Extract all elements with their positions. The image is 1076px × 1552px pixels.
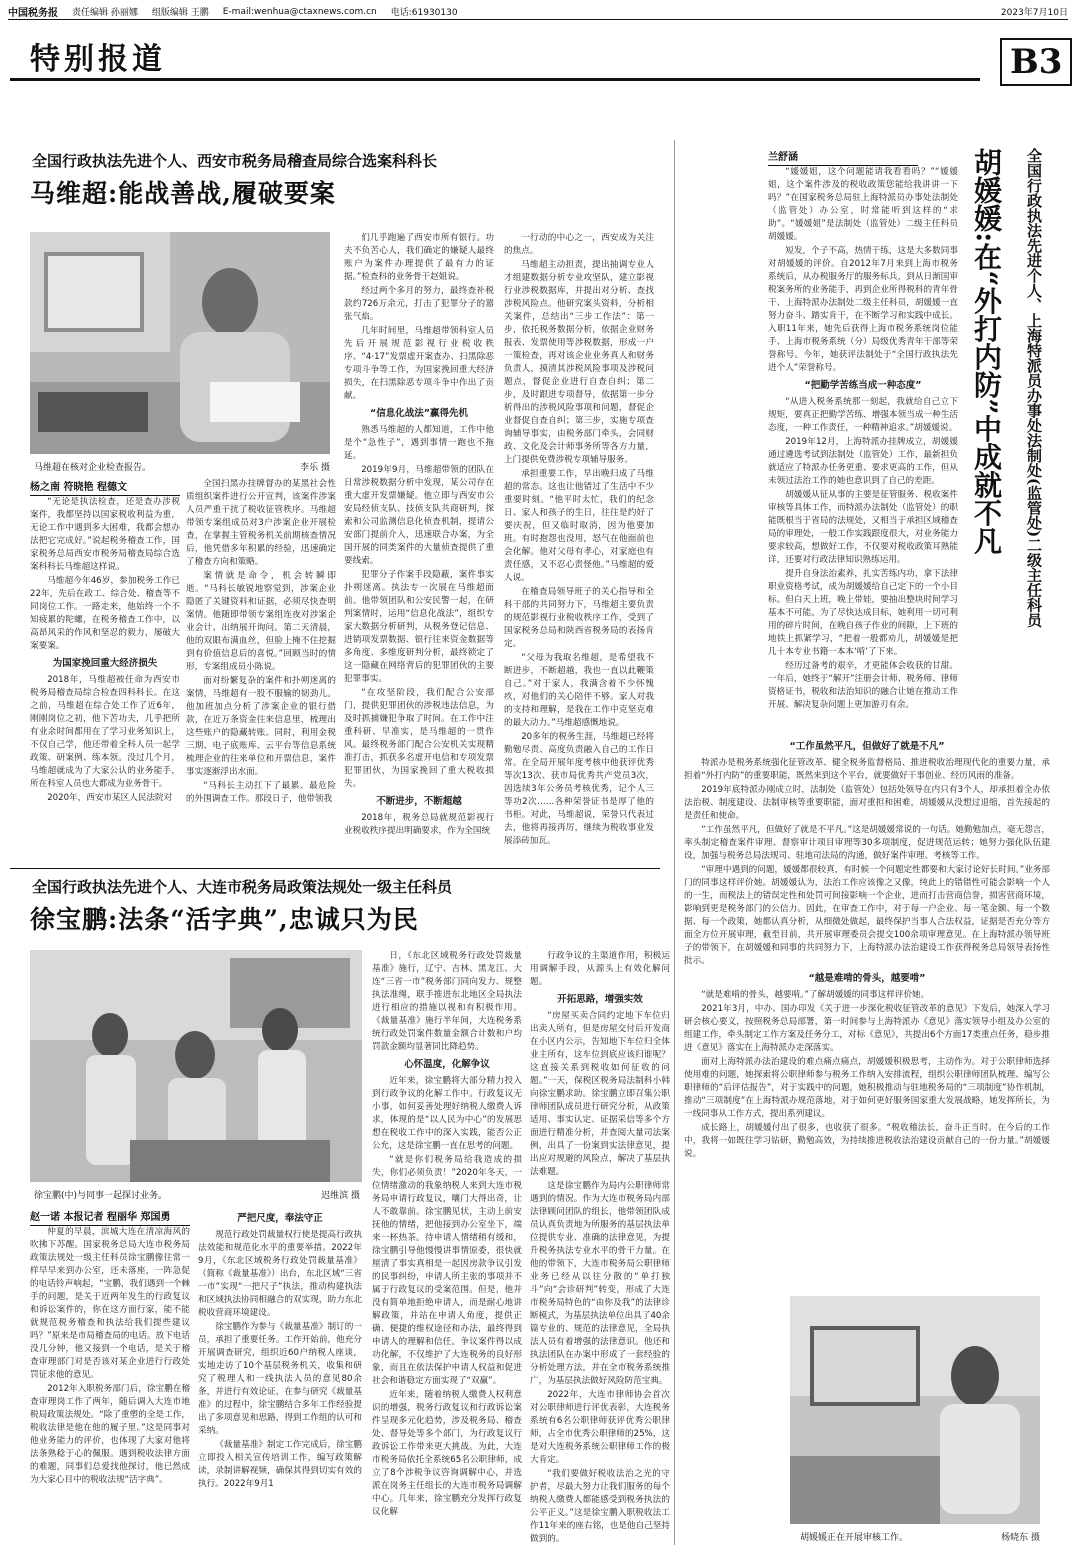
paragraph: 2018年，税务总局就规范影视行业税收秩序提出明确要求，作为全国统 (344, 813, 494, 836)
paragraph: “父母为我取名维超，是希望我不断进步，不断超越，我也一直以此鞭策自己。”对于家人，我满含着不少怀愧疚，对他们的关心陪伴不够。家人对我的支持和理解，是我在工作中克坚克难的最大动力。”马维超感慨地说。 (504, 653, 654, 728)
paragraph: 日，《东北区域税务行政处罚裁量基准》施行，辽宁、吉林、黑龙江、大连“三省一市”税务部门同向发力、规整执法准绳，联手推进东北地区全局执法进行相应的措施以视和有积极作用。《裁量基准》施行半年间，大连税务系统行政处罚案件数量金额合计数和户均罚款金额均显著同比降趋势。 (372, 951, 522, 1052)
paragraph: 一行动的中心之一，西安成为关注的焦点。 (504, 233, 654, 256)
subhead: “信息化战法”赢得先机 (370, 408, 468, 419)
paragraph: 2019年底特派办刚成立时，法制处（监管处）包括处领导在内只有3个人，却承担着全办依法治税、制度建设、法制审核等重要职能，面对重担和困难，胡媛媛从没想过退缩，首先接起的是责任和使命。 (684, 785, 1050, 821)
subhead: 不断进步，不断超越 (376, 796, 462, 807)
story1-caption: 马维超在核对企业检查报告。 (34, 463, 152, 473)
paragraph: 2020年，西安市某区人民法院对 (47, 793, 173, 803)
paragraph: “就是难啃的骨头，越要啃。”了解胡媛媛的同事这样评价她。 (701, 990, 930, 1000)
paragraph: 成长路上，胡媛媛付出了很多，也收获了很多。“税收稽法长，奋斗正当时。在今后的工作中，我将一如既往学习钻研，勤勉高效，为持续推进税收法治建设贡献自己的一份力量。”胡媛媛说。 (684, 1123, 1050, 1159)
story1-kicker: 全国行政执法先进个人、西安市税务局稽查局综合选案科科长 (32, 152, 438, 170)
subhead: 严把尺度，奉法守正 (237, 1213, 323, 1224)
paragraph: 2019年12月，上海特派办挂牌成立，胡媛媛通过遴选考试到法制处（监管处）工作，最新担负就适应了特派办任务更重、要求更高的工作，但从未领过法治工作的她也意识到了自己的差距。 (768, 437, 958, 486)
phone-text: 电话:61930130 (390, 8, 458, 18)
paragraph: “在攻坚阶段，我们配合公安部门，提供犯罪团伙的涉税违法信息，为及时抓捕嫌犯争取了时间。在工作中注重科研、早准实，是马维超的一贯作风。最终税务部门配合公安机关实现精准打击，抓获多名虚开电信和专项发票犯罪团伙，为国家挽回了重大税收损失。 (344, 688, 494, 789)
paragraph: “媛媛姐，这个问题能请我看看吗？”“媛媛姐，这个案件涉及的税收政策您能给我讲讲一下吗？”在国家税务总局驻上海特派员办事处法制处（监管处）办公室，时常能听到这样的“求助”。“媛媛姐”是法制处（监管处）二级主任科员胡媛媛。 (768, 167, 958, 242)
story3-col2 (684, 736, 1050, 1284)
paragraph: 2022年，大连市律师协会首次对公职律师进行评优表彰，大连税务系统有6名公职律师获评优秀公职律师，占全市优秀公职律师的25%，这是对大连税务系统公职律师工作的极大肯定。 (530, 1390, 670, 1465)
paragraph: “我们要做好税收法治之光的守护者，尽最大努力让我们服务的每个纳税人缴费人都能感受到税务执法的公平正义。”这是徐宝鹏入职税收法工作11年来的座右铭，也是他自己坚持做到的。 (530, 1469, 670, 1544)
subhead: “工作虽然平凡，但做好了就是不凡” (789, 741, 945, 752)
story3-headline: 胡媛媛:在“外打内防”中成就不凡 (970, 148, 1003, 555)
paragraph: 们几乎跑遍了西安市所有银行。功夫不负苦心人，我们确定的嫌疑人最终账户为案件办理提供了最有力的证据。”检查科的业务骨干赵姐说。 (344, 233, 494, 282)
story2-caption: 徐宝鹏(中)与同事一起探讨业务。 (34, 1191, 168, 1201)
paragraph: 这是徐宝鹏作为局内公职律师常遇到的情况。作为大连市税务局内部法律顾问团队的组长，他带领团队成员认真负责地为所服务的基层执法单位提供专业、准确的法律意见，为提升税务执法专业水平的骨干力量。在他的带领下，大连市税务局公职律师业务已经从以往分散的“单打独斗”向“会诊研判”转变，形成了大连市税务局特色的“由你及我”的法律诊断模式，为基层执法单位出具了40余篇专业的、规范的法律意见，全局执法人员有着增强的法律意识。他还和执法团队在办案中形成了一套经验的分析处理方法，并在全市税务系统推广，为基层执法做好风险防范宝典。 (530, 1181, 670, 1386)
paragraph: 胡媛媛从征从事的主要是征管服务、税收案件审核等具体工作，而特派办法制处（监管处）的职能既根当于省局的法规处，又相当于承担区域稽查局的审理处，一般工作实践跟度很大，对业务能力要求较高，想做好工作，不仅要对税收政策耳熟能详，还要对行政法律知识熟练运用。 (768, 490, 958, 565)
paragraph: 马维超今年46岁，参加税务工作已22年，先后在政工、综合处、稽查等不同岗位工作。一路走来，他始终一个不知疲累的陀螺，在税务稽查工作中，以高昂风采的作风和坚忍的毅力，屡破大案要案。 (30, 576, 180, 651)
paragraph: “工作虽然平凡，但做好了就是不平凡。”这是胡媛媛常说的一句话。她勤勉加点，毫无怨言，率头制定稽查案件审理、督察审计项目审理等30多项制度，促进规范运转；她努力强化队伍建设，加强与税务总局法规司、驻地司法局的沟通，做好案件审理、考核等工作。 (684, 825, 1050, 861)
story2-col3 (372, 950, 522, 1548)
paragraph: 马维超主动担责，提出抽调专业人才组建数据分析专业攻坚队，建立影视行业涉税数据库，并提出对分析、查找涉税风险点。他研究案头资料，分析相关案件，总结出“三步工作法”：第一步，依托税务数据分析，依据企业财务报表、发票使用等涉税数据，形成一户一策检查，再对该企业业务真人和财务负责人，摸清其涉税风险事项及涉税问题点，督促企业进行自查自纠；第二步，及时跟进专项督导，依据第一步分析得出的涉税风险事项和问题，督促企业督促自查自纠；第三步，实施专项查询辅导事实，由税务部门牵头，会同财政、文化及会计师事务所等各方力量，上门提供免费涉税专项辅导服务。 (504, 260, 654, 465)
paragraph: 2019年9月，马维超带领的团队在日常涉税数据分析中发现，某公司存在重大虚开发票嫌疑。他立即与西安市公安局经侦支队、技侦支队共商研判，探索和公司监测信息化侦查机制，提请公安部门提前介入，迅速联合办案，为全国开展的同类案件的大量侦查提供了重要线索。 (344, 465, 494, 566)
story1-col4 (504, 232, 654, 861)
story1-col1 (30, 496, 180, 861)
paragraph: “房屋买卖合同约定地下车位归出卖人所有，但是房屋交付后开发商在小区内公示，告知地下车位归全体业主所有，这车位到底应该归谁呢？这直接关系到税收如何征收的问题。”一天，保税区税务局法制科小韩向徐宝鹏求助。徐宝鹏立即召集公职律师团队成员进行研究分析，从政策适用、事实认定、证据采信等多个方面进行精准分析，并查阅大量司法案例，出具了一份案到实法律意见，提出应对规避的风险点，解决了基层执法难题。 (530, 1011, 670, 1177)
column-divider (674, 140, 675, 1545)
subhead: “越是难啃的骨头，越要啃” (808, 973, 926, 984)
story-divider (10, 868, 660, 869)
paragraph: 案情就是命令，机会转瞬即逝。“马科长敏锐地察觉到，涉案企业隐匿了关键资料和证据，必须尽快查明案情。他随即带领专案组连夜对涉案企业会计、出纳展开询问。第二天清晨，他的双眼布满血丝，但脸上掩不住挖掘到有价值信息后的喜悦。”回顾当时的情形，专案组成员小陈说。 (186, 571, 336, 672)
paragraph: 提升自身法治素养，扎实苦练内功，拿下法律职业资格考试，成为胡媛媛给自己定下的一个小目标。但白天上班，晚上带娃，要抽出整块时间学习基本不可能。为了尽快达成目标，她利用一切可利用的碎片时间，在晚自孩子作业的间隙，上下班的地铁上抓紧学习，“把着一般都劝儿，胡媛媛是把几十本专业书籍一本本‘啃’了下来。 (768, 569, 958, 657)
paragraph: 行政争议的主渠道作用，积极运用调解手段，从源头上有效化解问题。 (530, 951, 670, 987)
email-text: E-mail:wenhua@ctaxnews.com.cn (222, 6, 377, 17)
story2-byline: 赵一诺 本报记者 程丽华 郑国勇 (30, 1208, 190, 1226)
paragraph: 近年来，随着纳税人缴费人权利意识的增强，税务行政复议和行政诉讼案件呈现多元化趋势，涉及税务局、稽查处、督导处等多个部门，为行政复议行政诉讼工作带来更大挑战。为此，大连市税务局依托全系统65名公职律师，成立了8个涉税争议咨询调解中心，并选派在岗务主任组长的大连市税务局调解中心。几年来，徐宝鹏充分发挥行政复议化解 (372, 1390, 522, 1517)
editor-credit: 责任编辑 孙丽娜 (72, 8, 138, 18)
story1-headline: 马维超:能战善战,履破要案 (30, 179, 336, 208)
paragraph: 经过两个多月的努力，最终查补税款约726万余元，打击了犯罪分子的嚣张气焰。 (344, 286, 494, 322)
page-number: B3 (1000, 38, 1072, 86)
story3-col1 (768, 166, 958, 729)
story2-col4 (530, 950, 670, 1548)
paragraph: 面对上海特派办法治建设的难点痛点痛点，胡媛媛积极思考，主动作为。对于公职律师选择使用难的问题，她探索将公职律师参与税务工作纳入安排流程，组织公职律师团队梳理、编写公职律师的“后评估报告”，对于实践中的问题，她积极推动与驻地税务局的“三项制度”协作机制，推动“三项制度”在上海特派办规范落地，对于如何更好服务国家重大发展战略，她发挥所长，为一线同事从工作方式，提出系列建议。 (684, 1057, 1050, 1119)
issue-date: 2023年7月10日 (1000, 8, 1068, 18)
subhead: 为国家挽回重大经济损失 (52, 658, 158, 669)
paragraph: 特派办是税务系统强化征管改革、健全税务监督格局、推进税收治理现代化的重要力量，承担着“外打内防”的重要职能，既然来到这个平台，就要做好干事创业、经历风雨的准备。 (684, 758, 1050, 781)
story2-headline: 徐宝鹏:法条“活字典”,忠诚只为民 (30, 905, 419, 934)
subhead: “把勤学苦练当成一种态度” (804, 380, 922, 391)
story3-kicker: 全国行政执法先进个人、上海特派员办事处法制处(监管处)二级主任科员 (1025, 148, 1043, 628)
paragraph: 2012年入职税务部门后，徐宝鹏在稽查审理岗工作了两年，随后调入大连市地税局政策法规处。“除了重塑的全是工作，税收法律是他在他的履子里。”这是同事对他业务能力的评价，也体现了大家对他将法条熟稔于心的佩服。遇到税收法律方面的难题，同事们总爱找他探讨，他已然成为大家心目中的税收法规“活字典”。 (30, 1384, 190, 1485)
paragraph: 几年时间里，马维超带领科室人员先后开展规范影视行业税收秩序、“4·17”发票虚开案查办、扫黑除恶专项斗争等工作，为国家挽回重大经济损失，在扫黑除恶专项斗争中作出了贡献。 (344, 326, 494, 401)
paragraph: 规范行政处罚裁量权行使是提高行政执法效能和规范化水平的重要举措。2022年9月，《东北区域税务行政处罚裁量基准》（简称《裁量基准》）出台，东北区域“三省一市”实现“一把尺子”执法，推动构建执法和区域执法协同相融合的双实现，助力东北税收营商环境建设。 (198, 1230, 362, 1318)
story3-byline: 兰舒涵 (768, 148, 918, 166)
story2-col2 (198, 1208, 362, 1548)
masthead-bar (8, 4, 1068, 20)
paragraph: “审理中遇到的问题，媛媛都很较真，有时候一个问题定性都要和大家讨论好长时间。”业务部门的同事这样评价她。胡媛媛认为，法治工作应该像之又像，纯此上的错错性可能会影响一个人的一生，而税法上的错误定性和处罚可间接影响一个企业，进而打击营商信誉，损害营商环境，影响到更是税务部门的公信力。因此，在审查工作中，对于每一户企业、每一笔金额、每一个数据、每一个政策，她都认真分析，从细微处做起，最终保护当事人合法权益，证据是否充分等方面全方位开展审理，截至目前，共开展审理委员会提交100余项审理意见。在上海特派办领导班子的带领下，在胡媛媛和同事的共同努力下，上海特派办法治建设工作获得税务总局领导表扬性批示。 (684, 865, 1050, 966)
section-title: 特别报道 (30, 42, 166, 77)
section-rule (10, 78, 980, 81)
paragraph: 短发，个子不高，热情干练，这是大多数同事对胡媛媛的评价。自2012年7月来到上海市税务系统后，从办税服务厅的服务标兵，到从日渐国审税案务所的业务能手，再到企业所得税科的青年骨干、上海特派办法制处二级主任科员，胡媛媛一直努力奋斗、踏实肯干，在不断学习和实践中成长。入职11年来，她先后获得上海市税务系统岗位能手、上海市税务系统（分）局级优秀青年干部等荣誉称号。今年，她获评法制处于“全国行政执法先进个人”荣誉称号。 (768, 246, 958, 373)
paragraph: 2018年，马维超被任命为西安市税务局稽查局综合检查四科科长。在这之前，马维超在综合处工作了近6年，刚刚岗位之初，他下苦功夫，几乎把所有业余时间都用在了学习业务知识上，不仅自己学，他还带着全科人员一起学政策、研案例、练本领。没过几个月，马维超就成为了大家公认的业务能手，所在科室人员也大都成为业务骨干。 (30, 675, 180, 789)
story3-credit: 杨晓东 摄 (1001, 1533, 1040, 1543)
story2-credit: 迟维滨 摄 (321, 1191, 360, 1201)
paragraph: “无论是执法检查，还是查办涉税案件，我都坚持以国家税收利益为重，无论工作中遇到多大困难，我都会想办法把它完成好。”说起税务稽查工作，国家税务总局西安市税务局稽查局综合选案科科长马维超这样说。 (30, 497, 180, 572)
story1-photo (30, 232, 330, 454)
subhead: 开拓思路，增强实效 (557, 994, 643, 1005)
paragraph: 近年来，徐宝鹏将大部分精力投入到行政争议的化解工作中。行政复议无小事，如何妥善处理好纳税人缴费人诉求，体现的是“以人民为中心”的发展思想在税收工作中的深入实践，能否公正公允，这是徐宝鹏一直在思考的问题。 (372, 1076, 522, 1151)
story1-col2 (186, 478, 336, 861)
paragraph: 20多年的税务生涯，马维超已经将勤勉尽责、高度负责融入自己的工作日常。在全局开展年度考核中他获评优秀等次13次、获市局优秀共产党员3次，因选续3年公务员考核优秀，记个人三等功2次……各种荣誉证书是厚了他的书柜。对此，马维超说，荣誉只代表过去，他将再接再厉，继续为税收事业发展添砖加瓦。 (504, 732, 654, 846)
paragraph: 全国扫黑办挂牌督办的某黑社会性质组织案件进行公开宣判，该案件涉案人员严重干扰了税收征管秩序。马维超带领专案组成员对3户涉案企业开展检查，在掌握主管税务机关前期核查情况后，他凭借多年积累的经验，迅速确定了稽查方向和策略。 (186, 479, 336, 567)
paragraph: 仲夏的早晨，滨城大连在清凉海风的吹拂下苏醒。国家税务总局大连市税务局政策法规处一级主任科员徐宝鹏像往常一样早早来到办公室，还未落座，一阵急促的电话铃声响起，“宝鹏，我们遇到一个棘手的问题，是关于近两年发生的行政复议和诉讼案件的，你在这方面行家，能不能就规范税务稽查和执法给我们提些建议吗？”原来是市局稽查局的电话。放下电话没几分钟，他又接到一个电话，是关于稽查审理部门对是否该对某企业进行行政处罚征求他的意见。 (30, 1227, 190, 1380)
story1-col3 (344, 232, 494, 861)
paragraph: “从进入税务系统那一刻起，我就给自己立下规矩，要真正把勤学苦练、增强本领当成一种生活态度，一种工作责任，一种精神追求。”胡媛媛说。 (768, 397, 958, 433)
paragraph: “马科长主动扛下了最累、最危险的外围调查工作。那段日子，他带领我 (186, 781, 336, 804)
paragraph: 承担重要工作，早出晚归成了马维超的常态。这也让他错过了生活中不少重要时刻。“他平时太忙，我们的纪念日、家人和孩子的生日，往往是约好了要庆祝，但又临时取消，因为他要加班。有时抱怨也没用，怒气在他面前也会化解。他对父母有孝心，对家庭也有责任感，又不忍心责怪他。”马维超的爱人说。 (504, 469, 654, 583)
paragraph: 在稽查局领导班子的关心指导和全科干部的共同努力下，马维超主要负责的规范影视行业税收秩序工作，受到了国家税务总局和陕西省税务局的表扬肯定。 (504, 587, 654, 649)
paragraph: 面对纷繁复杂的案件和扑朔迷离的案情，马维超有一股不服输的韧劲儿。他加班加点分析了涉案企业的银行借款，在近万条资金往来信息里，梳理出这些账户的隐藏转账。同时，利用金税三期、电子底账库、云平台等信息系统梳理企业的往来单位和开票信息，案件事实逐渐浮出水面。 (186, 676, 336, 777)
paragraph: 经历过备考的艰辛，才更能体会收获的甘甜。一年后，她终于“解开”注册会计师、税务师、律师资格证书，税收和法治知识的融合让她在推动工作开展、解决复杂问题上更加游刃有余。 (768, 661, 958, 710)
story3-caption: 胡媛媛正在开展审核工作。 (800, 1533, 909, 1543)
paper-name: 中国税务报 (8, 8, 58, 19)
story2-photo (30, 950, 362, 1182)
subhead: 心怀温度，化解争议 (404, 1059, 490, 1070)
story1-credit: 李乐 摄 (300, 463, 330, 473)
layout-credit: 组版编辑 王鹏 (151, 8, 209, 18)
story2-col1 (30, 1226, 190, 1548)
paragraph: 2021年3月，中办、国办印发《关于进一步深化税收征管改革的意见》下发后，她深入学习研会核心要义，按照税务总局部署，第一时间参与上海特派办《意见》落实领导小组及办公室的组建工作，牵头制定工作方案及任务分工，对标《意见》，共提出6个方面17类重点任务，稳步推进《意见》落实在上海特派办走深落实。 (684, 1004, 1050, 1053)
paragraph: 徐宝鹏作为参与《裁量基准》制订的一员，承担了重要任务。工作开始前，他充分开展调查研究，组织近60户纳税人座谈，实地走访了10个基层税务机关，收集和研究了税理人和一线执法人员的意见80余条，并进行有效论证，在参与研究《裁量基准》的过程中，徐宝鹏结合多年工作经验提出了多项意见和思路，得到工作组的认可和采纳。 (198, 1322, 362, 1436)
paragraph: 《裁量基准》制定工作完成后，徐宝鹏立即投入相关宣传培训工作，编写政策解读，录制讲解视频，确保其得到切实有效的执行。2022年9月1 (198, 1440, 362, 1489)
story2-kicker: 全国行政执法先进个人、大连市税务局政策法规处一级主任科员 (32, 878, 453, 896)
story1-byline: 杨之南 符晓艳 程德文 (30, 478, 180, 496)
paragraph: 熟悉马维超的人都知道，工作中他是个“急性子”，遇到事情一跑也不拖延。 (344, 425, 494, 461)
paragraph: “就是你们税务局给我造成的损失，你们必须负责！”2020年冬天，一位情绪激动的我象纳税人来到大连市税务局申请行政复议，嚷门大得出奇，让人不敢靠前。徐宝鹏见状，主动上前安抚他的情绪，把他接到办公室坐下，端来一杯热茶。待申请人情绪稍有缓和，徐宝鹏引导他慢慢讲事情原委，很快就厘清了事实真相是一起因房款争议引发的民事纠纷，申请人所主张的事项并不属于行政复议的受案范围。但是，他并没有简单地拒绝申请人，而是耐心地讲解政策，并站在申请人角度，提供正确、便捷的维权途径和办法，最终得到申请人的理解和信任。争议案件得以成功化解，不仅维护了大连税务的良好形象，而且在依法保护申请人权益和促进社会和谐稳定方面实现了“双赢”。 (372, 1155, 522, 1386)
story3-photo (790, 1296, 1040, 1524)
paragraph: 犯罪分子作案手段隐蔽，案件事实扑朔迷离。执法专一次展在马维超面前。他带领团队和公安民警一起，在研判案情时，运用“信息化战法”，组织专家大数据分析研判，从税务登记信息、进销项发票数据、银行往来资金数据等多角度、多维度研判分析，最终锁定了这一隐藏在网络背后的犯罪团伙的主要犯罪事实。 (344, 570, 494, 684)
